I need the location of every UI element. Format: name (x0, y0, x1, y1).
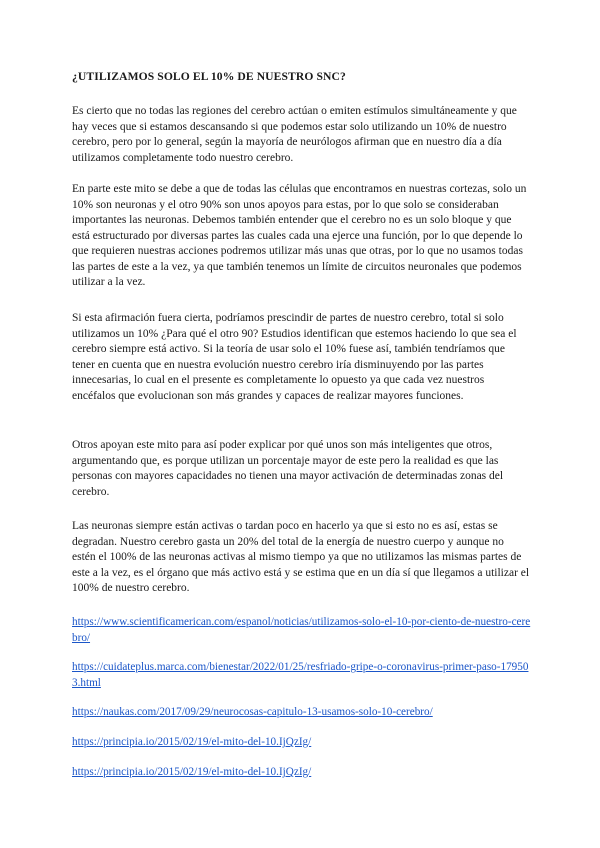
reference-link-2[interactable]: https://cuidateplus.marca.com/bienestar/2022/01/25/resfriado-gripe-o-coronavirus-primer-paso-179503.html (72, 661, 529, 689)
page-title: ¿UTILIZAMOS SOLO EL 10% DE NUESTRO SNC? (72, 70, 346, 83)
paragraph-3: Si esta afirmación fuera cierta, podríamos prescindir de partes de nuestro cerebro, total si solo utilizamos un 10% ¿Para qué el otro 90? Estudios identifican que estemos haciendo lo que sea el cerebro siempre está activo. Si la teoría de usar solo el 10% fuese así, también tendríamos que tener en cuenta que en nuestra evolución nuestro cerebro iría disminuyendo por las partes innecesarias, lo cual en el presente es completamente lo opuesto ya que cada vez nuestros encéfalos que evolucionan son más grandes y capaces de realizar mayores funciones. (72, 312, 517, 402)
reference-link-3[interactable]: https://naukas.com/2017/09/29/neurocosas-capitulo-13-usamos-solo-10-cerebro/ (72, 706, 433, 718)
reference-link-4[interactable]: https://principia.io/2015/02/19/el-mito-del-10.IjQzIg/ (72, 736, 312, 748)
paragraph-2: En parte este mito se debe a que de todas las células que encontramos en nuestras cortezas, solo un 10% son neuronas y el otro 90% son unos apoyos para estas, por lo que solo se consideraban importantes las neuronas. Debemos también entender que el cerebro no es un solo bloque y que está estructurado por diversas partes las cuales cada una ejerce una función, por lo que depende lo que requieren nuestras acciones podremos utilizar más unas que otras, por lo que no usamos todas las partes de este a la vez, ya que también tenemos un límite de circuitos neuronales que podemos utilizar a la vez. (72, 183, 527, 288)
paragraph-4: Otros apoyan este mito para así poder explicar por qué unos son más inteligentes que otros, argumentando que, es porque utilizan un porcentaje mayor de este pero la realidad es que las personas con mayores capacidades no tienen una mayor activación de determinadas zonas del cerebro. (72, 439, 504, 498)
reference-link-5[interactable]: https://principia.io/2015/02/19/el-mito-del-10.IjQzIg/ (72, 766, 312, 778)
reference-link-1[interactable]: https://www.scientificamerican.com/espanol/noticias/utilizamos-solo-el-10-por-ciento-de-nuestro-cerebro/ (72, 616, 531, 644)
paragraph-5: Las neuronas siempre están activas o tardan poco en hacerlo ya que si esto no es así, estas se degradan. Nuestro cerebro gasta un 20% del total de la energía de nuestro cuerpo y aunque no estén el 100% de las neuronas activas al mismo tiempo ya que no utilizamos las mismas partes de este a la vez, es el órgano que más activo está y se estima que en un día sí que llegamos a utilizar el 100% de nuestro cerebro. (72, 520, 530, 594)
paragraph-1: Es cierto que no todas las regiones del cerebro actúan o emiten estímulos simultáneamente y que hay veces que si estamos descansando si que podemos estar solo utilizando un 10% de nuestro cerebro, pero por lo general, según la mayoría de neurólogos afirman que en nuestro día a día utilizamos completamente todo nuestro cerebro. (72, 105, 517, 164)
